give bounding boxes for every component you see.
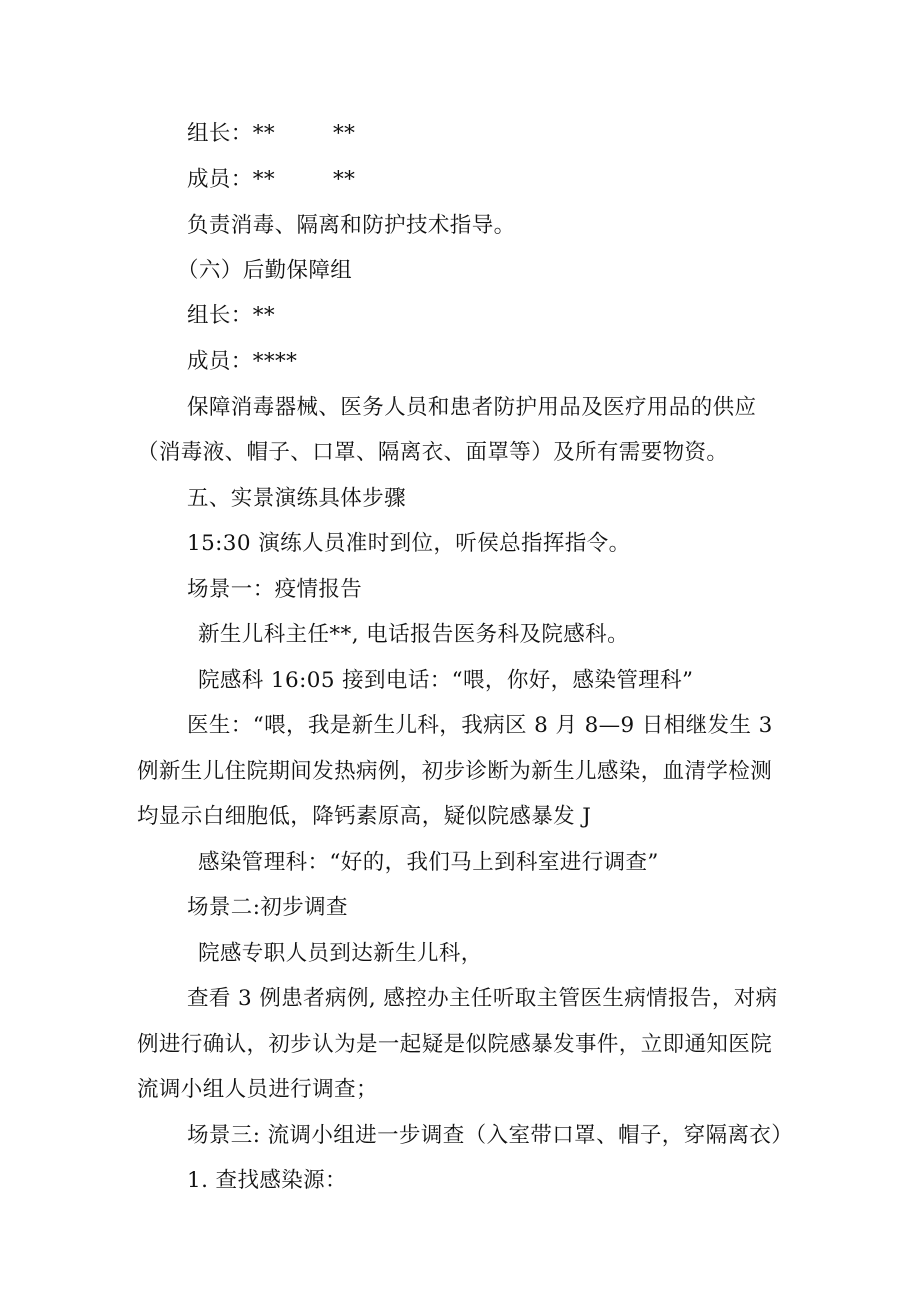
team-member-line-disinfection [187, 165, 355, 195]
paragraph-line: 负责消毒、隔离和防护技术指导。 [187, 213, 516, 238]
paragraph-line: 成员：**** [187, 349, 298, 374]
team-leader-1: 组长：** [187, 121, 276, 146]
scene-heading: 场景三: 流调小组进一步调查（入室带口罩、帽子，穿隔离衣） [187, 1123, 794, 1148]
scene-heading: 场景一：疫情报告 [187, 577, 363, 602]
paragraph-line: 医生：“喂，我是新生儿科，我病区 8 月 8—9 日相继发生 3 [187, 713, 773, 738]
team-member-1: 成员：** [187, 167, 276, 192]
section-heading: （六）后勤保障组 [177, 258, 353, 283]
paragraph-line: 均显示白细胞低，降钙素原高，疑似院感暴发 J [137, 804, 592, 829]
paragraph-line: 感染管理科：“好的，我们马上到科室进行调查” [198, 850, 659, 875]
paragraph-line: 组长：** [187, 303, 276, 328]
paragraph-line: （消毒液、帽子、口罩、隔离衣、面罩等）及所有需要物资。 [137, 440, 729, 465]
paragraph-line: 保障消毒器械、医务人员和患者防护用品及医疗用品的供应 [187, 395, 757, 420]
paragraph-line: 院感专职人员到达新生儿科， [198, 941, 483, 966]
paragraph-line: 查看 3 例患者病例, 感控办主任听取主管医生病情报告，对病 [187, 986, 778, 1011]
paragraph-line: 15:30 演练人员准时到位，听侯总指挥指令。 [187, 531, 631, 556]
list-item: 1. 查找感染源： [187, 1168, 347, 1193]
paragraph-line: 院感科 16:05 接到电话：“喂，你好，感染管理科” [198, 668, 694, 693]
team-member-2: ** [333, 167, 356, 192]
scene-heading: 场景二:初步调查 [187, 895, 348, 920]
paragraph-line: 例新生儿住院期间发热病例，初步诊断为新生儿感染，血清学检测 [137, 759, 773, 784]
paragraph-line: 流调小组人员进行调查； [137, 1077, 378, 1102]
paragraph-line: 新生儿科主任**, 电话报告医务科及院感科。 [198, 622, 629, 647]
team-leader-line-disinfection [187, 119, 355, 149]
section-heading: 五、实景演练具体步骤 [187, 486, 407, 511]
team-leader-2: ** [333, 121, 356, 146]
paragraph-line: 例进行确认，初步认为是一起疑是似院感暴发事件，立即通知医院 [137, 1032, 773, 1057]
